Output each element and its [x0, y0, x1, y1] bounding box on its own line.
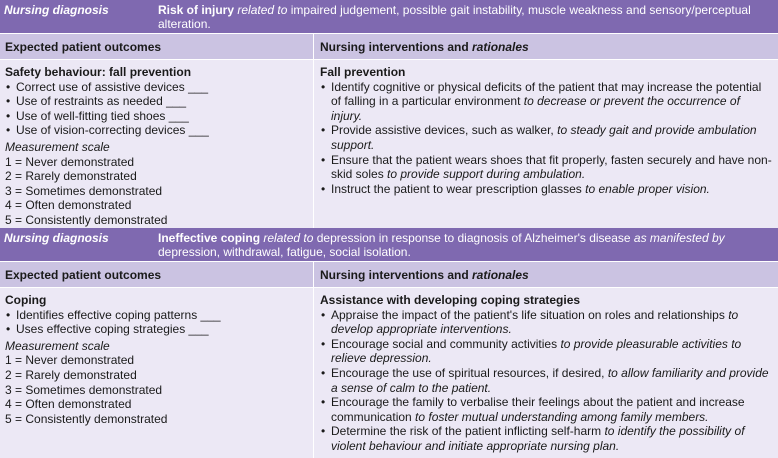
- diagnosis-detail: depression in response to diagnosis of Alzheimer's disease: [313, 231, 634, 245]
- intervention-title: Assistance with developing coping strategies: [320, 293, 581, 307]
- intervention-list: [320, 308, 773, 454]
- intervention-text: Instruct the patient to wear prescription glasses: [331, 181, 586, 196]
- diagnosis-manifested-by: as manifested by: [633, 231, 725, 245]
- outcomes-cell: [0, 288, 314, 458]
- list-item: • Use of restraints as needed ___: [5, 94, 308, 109]
- measurement-scale: [5, 353, 308, 426]
- list-item: [320, 424, 773, 453]
- column-header-row: [0, 33, 778, 59]
- rationale-text: to steady gait and provide ambulation support.: [331, 123, 757, 152]
- diagnosis-related-to: related to: [237, 3, 288, 17]
- outcome-list: [5, 80, 308, 138]
- scale-title: Measurement scale: [5, 338, 110, 353]
- diagnosis-text: [158, 231, 774, 258]
- diagnosis-row: [0, 228, 778, 261]
- intervention-text: Identify cognitive or physical deficits of the patient that may increase the potential of falling in a particular environment: [331, 79, 762, 109]
- intervention-text: Determine the risk of the patient inflicting self-harm: [331, 424, 605, 439]
- list-item: • Uses effective coping strategies ___: [5, 322, 308, 337]
- intervention-title: Fall prevention: [320, 65, 406, 79]
- intervention-text: Appraise the impact of the patient's life situation on roles and relationships: [331, 307, 729, 322]
- diagnosis-detail: impaired judgement, possible gait instability, muscle weakness and sensory/perceptual alteration.: [158, 3, 751, 31]
- list-item: [320, 123, 773, 152]
- rationales-header-text: rationales: [472, 40, 529, 54]
- content-row: [0, 59, 778, 228]
- scale-item: 1 = Never demonstrated: [5, 154, 135, 169]
- rationale-text: to identify the possibility of violent behaviour and initiate appropriate nursing plan.: [331, 424, 745, 453]
- diagnosis-name: Ineffective coping: [158, 231, 261, 245]
- scale-item: 2 = Rarely demonstrated: [5, 169, 137, 184]
- list-item: [320, 395, 773, 424]
- diagnosis-name: Risk of injury: [158, 3, 235, 17]
- rationale-text: to provide support during ambulation.: [387, 167, 586, 182]
- list-item: • Identifies effective coping patterns ___: [5, 308, 308, 323]
- intervention-text: Encourage the family to verbalise their feelings about the patient and increase communication: [331, 395, 745, 424]
- scale-item: 1 = Never demonstrated: [5, 353, 135, 368]
- list-item: [320, 153, 773, 182]
- scale-item: 4 = Often demonstrated: [5, 198, 132, 213]
- diagnosis-detail: depression, withdrawal, fatigue, social isolation.: [158, 245, 411, 259]
- interventions-header: [314, 34, 778, 59]
- outcomes-header: Expected patient outcomes: [0, 262, 314, 287]
- interventions-header: [314, 262, 778, 287]
- scale-item: 5 = Consistently demonstrated: [5, 411, 168, 426]
- diagnosis-row: [0, 0, 778, 33]
- intervention-text: Encourage the use of spiritual resources, if desired,: [331, 365, 608, 380]
- outcome-list: [5, 308, 308, 337]
- scale-item: 4 = Often demonstrated: [5, 397, 132, 412]
- rationale-text: to provide pleasurable activities to relieve depression.: [331, 336, 742, 366]
- rationale-text: to foster mutual understanding among family members.: [415, 409, 709, 424]
- list-item: • Use of vision-correcting devices ___: [5, 123, 308, 138]
- diagnosis-text: [158, 3, 774, 30]
- list-item: [320, 366, 773, 395]
- rationale-text: to enable proper vision.: [585, 181, 710, 196]
- list-item: [320, 337, 773, 366]
- list-item: [320, 308, 773, 337]
- scale-item: 2 = Rarely demonstrated: [5, 367, 137, 382]
- interventions-header-text: Nursing interventions and: [320, 40, 473, 54]
- scale-item: 3 = Sometimes demonstrated: [5, 183, 163, 198]
- list-item: • Correct use of assistive devices ___: [5, 80, 308, 95]
- intervention-text: Provide assistive devices, such as walker,: [331, 123, 558, 138]
- content-row: [0, 287, 778, 458]
- list-item: [320, 80, 773, 124]
- scale-item: 5 = Consistently demonstrated: [5, 212, 168, 227]
- rationale-text: to develop appropriate interventions.: [331, 307, 739, 337]
- outcomes-header: Expected patient outcomes: [0, 34, 314, 59]
- outcomes-cell: [0, 60, 314, 228]
- outcome-title: Coping: [5, 293, 47, 307]
- intervention-text: Encourage social and community activities: [331, 336, 561, 351]
- interventions-header-text: Nursing interventions and: [320, 268, 473, 282]
- diagnosis-label: Nursing diagnosis: [4, 3, 109, 17]
- diagnosis-label: Nursing diagnosis: [4, 231, 109, 245]
- outcome-title: Safety behaviour: fall prevention: [5, 65, 192, 79]
- rationales-header-text: rationales: [472, 268, 529, 282]
- intervention-list: [320, 80, 773, 197]
- measurement-scale: [5, 155, 308, 228]
- scale-item: 3 = Sometimes demonstrated: [5, 382, 163, 397]
- rationale-text: to allow familiarity and provide a sense of calm to the patient.: [331, 365, 769, 395]
- diagnosis-related-to: related to: [263, 231, 314, 245]
- interventions-cell: [314, 60, 778, 228]
- list-item: [320, 182, 773, 197]
- rationale-text: to decrease or prevent the occurrence of injury.: [331, 94, 740, 123]
- column-header-row: [0, 261, 778, 287]
- intervention-text: Ensure that the patient wears shoes that fit properly, fasten securely and have non-skid soles: [331, 152, 772, 182]
- scale-title: Measurement scale: [5, 139, 110, 154]
- list-item: • Use of well-fitting tied shoes ___: [5, 109, 308, 124]
- interventions-cell: [314, 288, 778, 458]
